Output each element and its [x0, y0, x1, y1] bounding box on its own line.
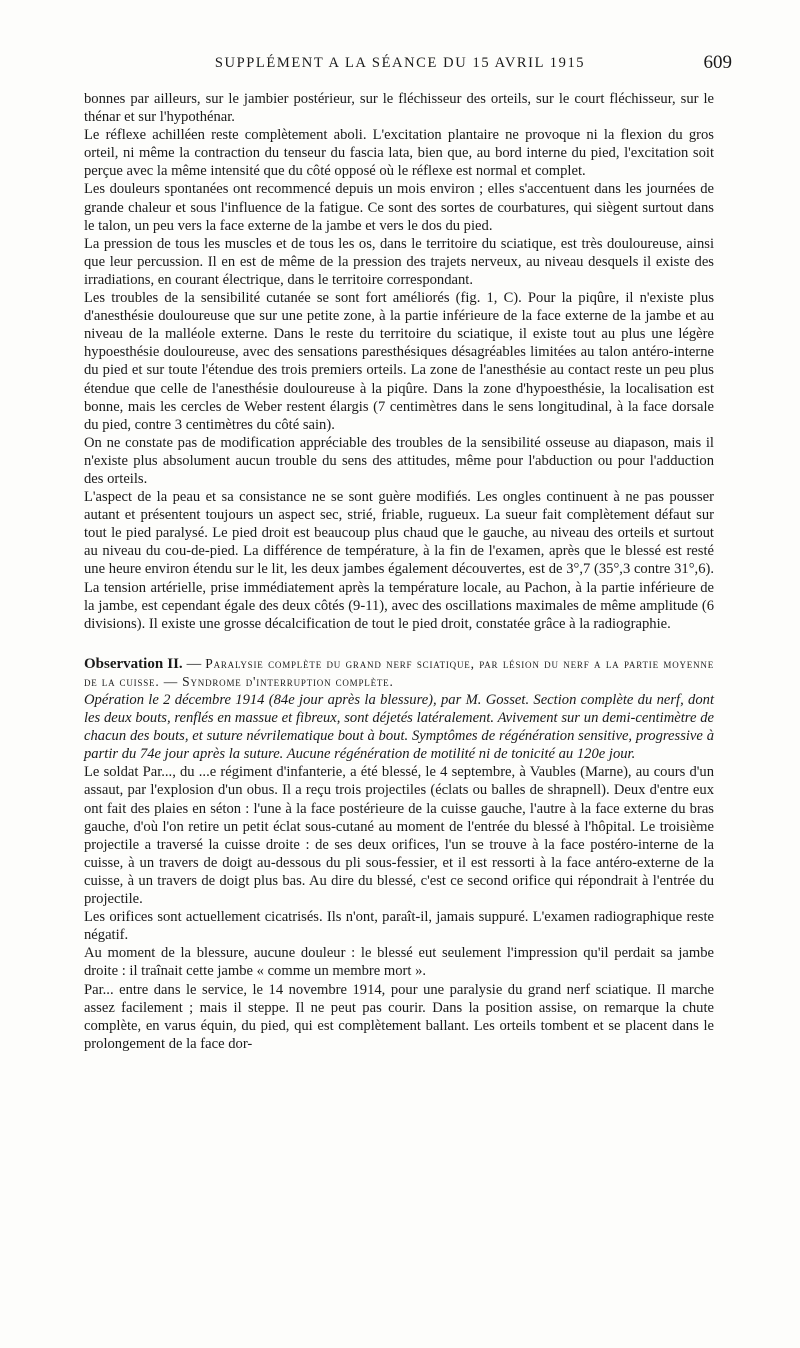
running-title: SUPPLÉMENT A LA SÉANCE DU 15 AVRIL 1915 — [214, 55, 586, 71]
paragraph: Les troubles de la sensibilité cutanée se sont fort améliorés (fig. 1, C). Pour la piqûre, il n'existe plus d'anesthésie douloureuse que sur une petite zone, à la partie inférieure de la face externe de la jambe et au niveau de la malléole externe. Dans le reste du territoire du sciatique, il existe tout au plus une légère hypoesthésie douloureuse, avec des sensations paresthésiques désagréables limitées au talon antéro-interne du pied et sur toute l'étendue des trois premiers orteils. La zone de l'anesthésie au contact reste un peu plus étendue que celle de l'anesthésie douloureuse à la piqûre. Dans la zone d'hypoesthésie, la localisation est bonne, mais les cercles de Weber restent élargis (7 centimètres dans le sens longitudinal, à la face dorsale du pied, contre 3 centimètres du côté sain). — [84, 290, 714, 433]
body-text — [84, 90, 714, 1053]
observation-operation: Opération le 2 décembre 1914 (84e jour après la blessure), par M. Gosset. Section complète du nerf, dont les deux bouts, renflés en massue et fibreux, sont déjetés latéralement. Avivement sur un demi-centimètre de chacun des bouts, et suture névrilematique bout à bout. Symptômes de régénération sensitive, progressive à partir du 74e jour après la suture. Aucune régénération de motilité ni de tonicité au 120e jour. — [84, 692, 714, 763]
observation-heading — [84, 655, 714, 691]
observation-title: Observation II. — [84, 655, 183, 672]
page-number: 609 — [703, 52, 732, 73]
paragraph: Les orifices sont actuellement cicatrisés. Ils n'ont, paraît-il, jamais suppuré. L'examen radiographique reste négatif. — [84, 909, 714, 944]
observation-subtitle: Paralysie complète du grand nerf sciatique, par lésion du nerf a la partie moyenne de la cuisse. — Syndrome d'interruption complète. — [84, 655, 714, 689]
paragraph: On ne constate pas de modification appréciable des troubles de la sensibilité osseuse au diapason, mais il n'existe plus absolument aucun trouble du sens des attitudes, même pour l'abduction ou pour l'adduction des orteils. — [84, 434, 714, 487]
paragraph: L'aspect de la peau et sa consistance ne se sont guère modifiés. Les ongles continuent à ne pas pousser autant et présentent toujours un aspect sec, strié, friable, rugueux. La sueur fait complètement défaut sur tout le pied paralysé. Le pied droit est beaucoup plus chaud que le gauche, au niveau des orteils et surtout au niveau du cou-de-pied. La différence de température, à la fin de l'examen, après que le blessé est resté une heure environ étendu sur le lit, les deux jambes également découvertes, est de 3°,7 (35°,3 contre 31°,6). La tension artérielle, prise immédiatement après la température locale, au Pachon, à la partie inférieure de la jambe, est cependant égale des deux côtés (9-11), avec des oscillations maximales de même amplitude (6 divisions). Il existe une grosse décalcification de tout le pied droit, constatée grâce à la radiographie. — [84, 489, 714, 632]
paragraph: Les douleurs spontanées ont recommencé depuis un mois environ ; elles s'accentuent dans les journées de grande chaleur et sous l'influence de la fatigue. Ce sont des sortes de courbatures, qui siègent surtout dans le talon, un peu vers la face externe de la jambe et vers le dos du pied. — [84, 181, 714, 234]
paragraph: La pression de tous les muscles et de tous les os, dans le territoire du sciatique, est très douloureuse, ainsi que leur percussion. Il en est de même de la pression des trajets nerveux, au niveau desquels il existe des irradiations, en courant électrique, dans le territoire correspondant. — [84, 235, 714, 288]
paragraph: Le soldat Par..., du ...e régiment d'infanterie, a été blessé, le 4 septembre, à Vaubles (Marne), au cours d'un assaut, par l'explosion d'un obus. Il a reçu trois projectiles (éclats ou balles de shrapnell). Deux d'entre eux ont fait des plaies en séton : l'une à la face postérieure de la cuisse gauche, l'autre à la face externe du bras gauche, d'où l'on retire un petit éclat sous-cutané au moment de l'entrée du blessé à l'hôpital. Le troisième projectile a traversé la cuisse droite : de ses deux orifices, l'un se trouve à la face postéro-interne de la cuisse, à un travers de doigt au-dessous du pli sous-fessier, et il est ressorti à la face antéro-externe de la cuisse, à un travers de doigt plus bas. Au dire du blessé, c'est ce second orifice qui répondrait à l'entrée du projectile. — [84, 764, 714, 908]
paragraph: bonnes par ailleurs, sur le jambier postérieur, sur le fléchisseur des orteils, sur le court fléchisseur, sur le thénar et sur l'hypothénar. — [84, 91, 714, 126]
observation-dash: — — [182, 655, 206, 672]
paragraph: Par... entre dans le service, le 14 novembre 1914, pour une paralysie du grand nerf sciatique. Il marche assez facilement ; mais il steppe. Il ne peut pas courir. Dans la position assise, on remarque la chute complète, en varus équin, du pied, qui est complètement ballant. Les orteils tombent et se placent dans le prolongement de la face dor- — [84, 981, 714, 1052]
page-header — [60, 52, 740, 78]
paragraph: Le réflexe achilléen reste complètement aboli. L'excitation plantaire ne provoque ni la flexion du gros orteil, ni même la contraction du tenseur du fascia lata, bien que, au bord interne du pied, l'excitation soit perçue avec la même intensité que du côté opposé où le réflexe est normal et complet. — [84, 127, 714, 180]
paragraph: Au moment de la blessure, aucune douleur : le blessé eut seulement l'impression qu'il perdait sa jambe droite : il traînait cette jambe « comme un membre mort ». — [84, 945, 714, 980]
